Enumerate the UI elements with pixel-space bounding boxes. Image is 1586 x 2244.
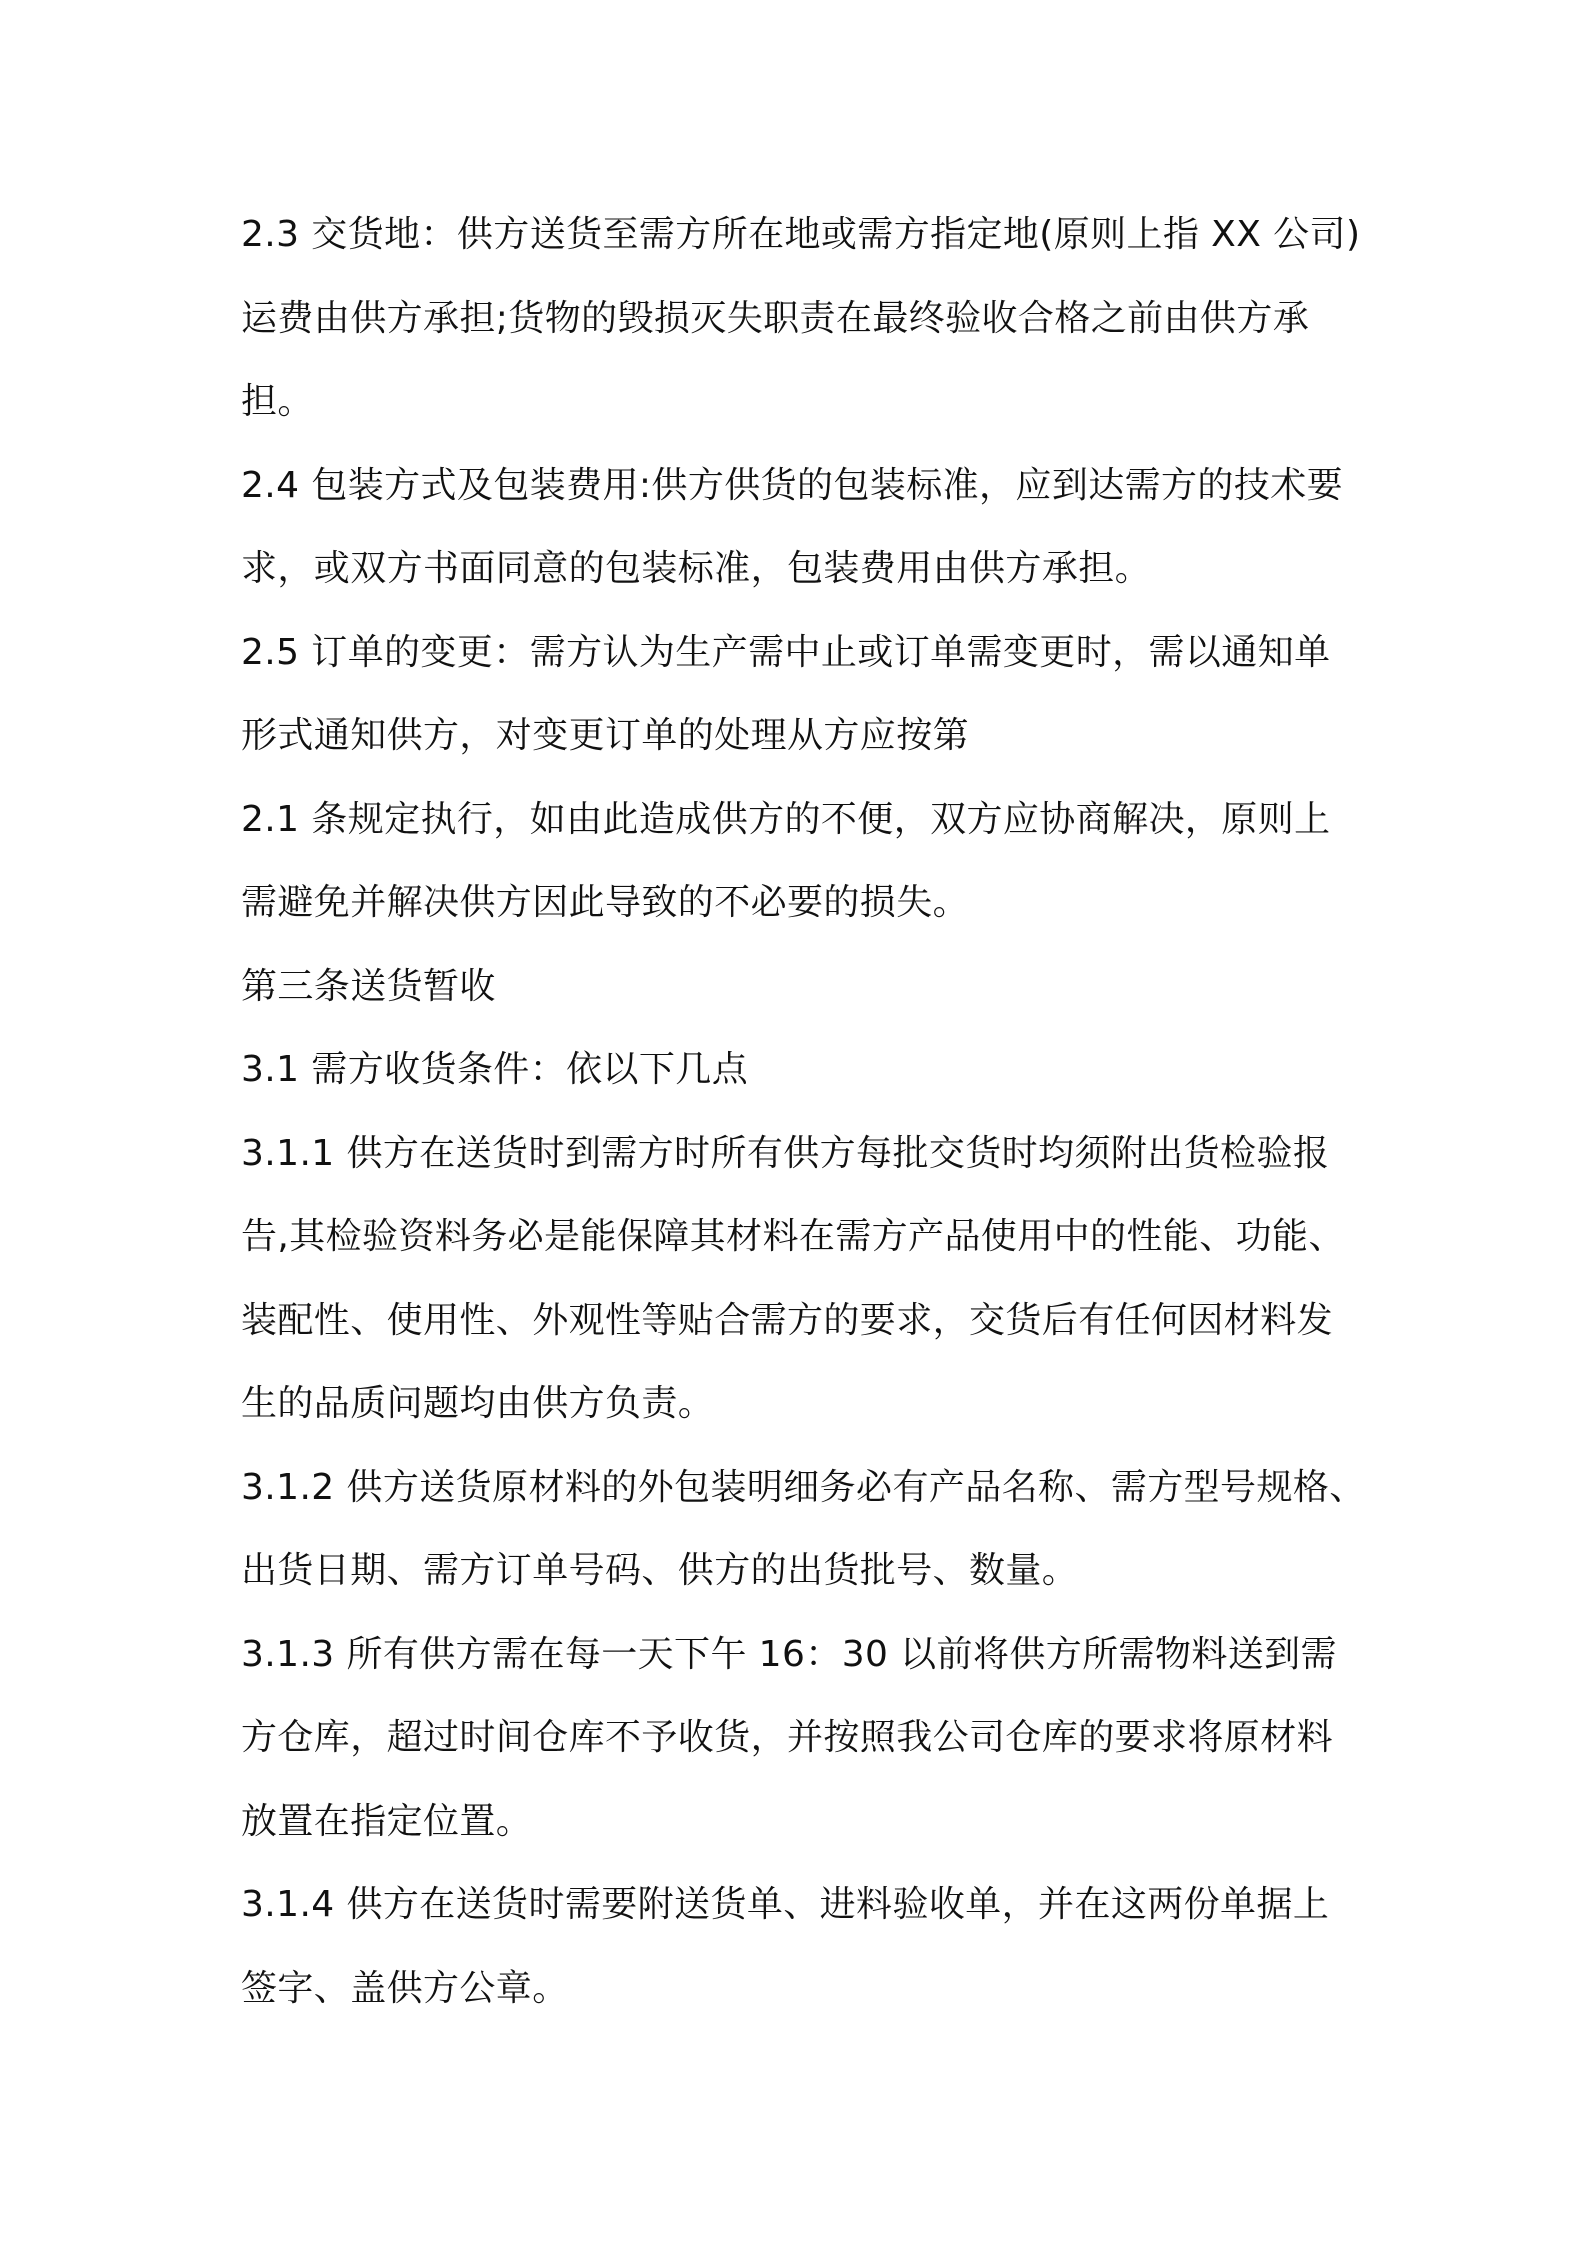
text-line-3-1-3: 3.1.3 所有供方需在每一天下午 16：30 以前将供方所需物料送到需 <box>241 1633 1337 1675</box>
contract-text <box>241 193 1371 2030</box>
text-line: 装配性、使用性、外观性等贴合需方的要求，交货后有任何因材料发 <box>241 1299 1334 1341</box>
text-line-2-4: 2.4 包装方式及包装费用:供方供货的包装标准，应到达需方的技术要 <box>241 464 1344 506</box>
text-line: 运费由供方承担;货物的毁损灭失职责在最终验收合格之前由供方承 <box>241 297 1310 339</box>
section-heading-article-3: 第三条送货暂收 <box>241 965 496 1007</box>
text-line-2-1: 2.1 条规定执行，如由此造成供方的不便，双方应协商解决，原则上 <box>241 798 1331 840</box>
text-line-3-1-2: 3.1.2 供方送货原材料的外包装明细务必有产品名称、需方型号规格、 <box>241 1466 1366 1508</box>
text-line: 签字、盖供方公章。 <box>241 1967 569 2009</box>
text-line: 求，或双方书面同意的包装标准，包装费用由供方承担。 <box>241 548 1152 589</box>
text-line: 担。 <box>241 381 314 422</box>
text-line-3-1: 3.1 需方收货条件：依以下几点 <box>241 1049 749 1090</box>
text-line: 放置在指定位置。 <box>241 1800 533 1842</box>
text-line: 需避免并解决供方因此导致的不必要的损失。 <box>241 882 970 923</box>
text-line: 生的品质问题均由供方负责。 <box>241 1383 715 1424</box>
text-line: 形式通知供方，对变更订单的处理从方应按第 <box>241 715 970 756</box>
text-line-2-3: 2.3 交货地：供方送货至需方所在地或需方指定地(原则上指 XX 公司) <box>241 214 1361 255</box>
text-line: 出货日期、需方订单号码、供方的出货批号、数量。 <box>241 1550 1079 1591</box>
text-line: 告,其检验资料务必是能保障其材料在需方产品使用中的性能、功能、 <box>241 1216 1345 1257</box>
text-line: 方仓库，超过时间仓库不予收货，并按照我公司仓库的要求将原材料 <box>241 1717 1334 1758</box>
text-line-3-1-4: 3.1.4 供方在送货时需要附送货单、进料验收单，并在这两份单据上 <box>241 1884 1330 1925</box>
text-line-3-1-1: 3.1.1 供方在送货时到需方时所有供方每批交货时均须附出货检验报 <box>241 1132 1330 1174</box>
text-line-2-5: 2.5 订单的变更：需方认为生产需中止或订单需变更时，需以通知单 <box>241 631 1331 673</box>
